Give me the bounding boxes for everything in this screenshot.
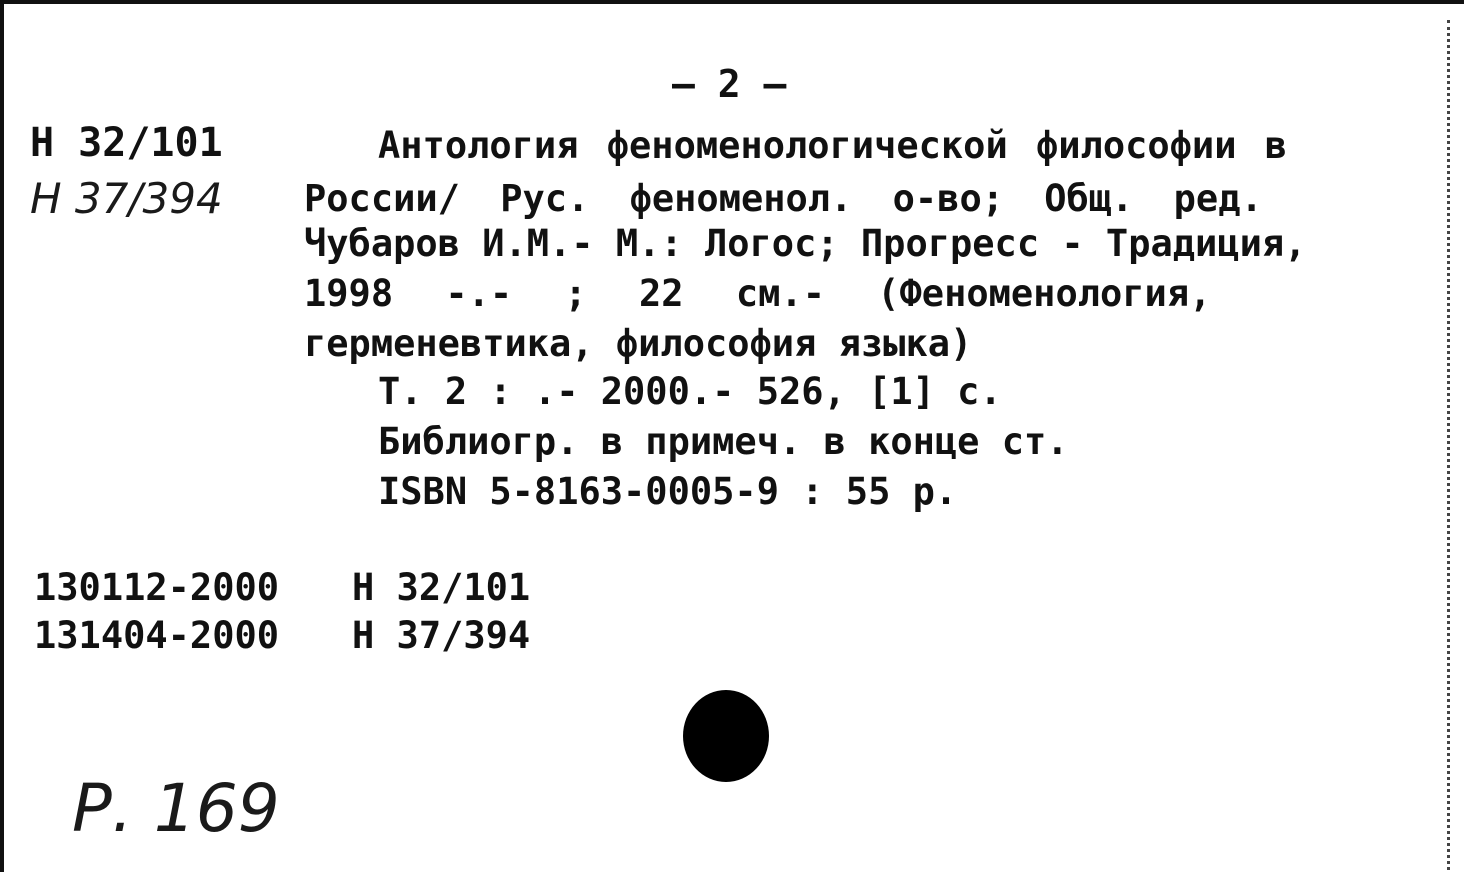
volume-line: Т. 2 : .- 2000.- 526, [1] с. <box>378 370 1002 413</box>
description-line-2: России/ Рус. феноменол. о-во; Общ. ред. <box>304 177 1263 220</box>
inventory-number: 131404-2000 <box>34 614 280 657</box>
card-left-edge <box>0 0 4 872</box>
shelfmark-typed: Н 32/101 <box>30 120 223 166</box>
description-line-3: Чубаров И.М.- М.: Логос; Прогресс - Традиция, <box>304 222 1307 265</box>
page-number: – 2 – <box>672 62 787 106</box>
inventory-shelfmark: Н 37/394 <box>352 614 531 657</box>
bibliography-note: Библиогр. в примеч. в конце ст. <box>378 420 1069 463</box>
description-line-5: герменевтика, философия языка) <box>304 322 973 365</box>
card-top-edge <box>0 0 1464 4</box>
description-line-4: 1998 -.- ; 22 см.- (Феноменология, <box>304 272 1212 315</box>
inventory-shelfmark: Н 32/101 <box>352 566 531 609</box>
isbn-line: ISBN 5-8163-0005-9 : 55 р. <box>378 470 958 513</box>
shelfmark-handwritten: Н 37/394 <box>30 174 223 223</box>
description-line-1: Антология феноменологической философии в <box>378 124 1288 167</box>
inventory-number: 130112-2000 <box>34 566 280 609</box>
card-perforation-edge <box>1447 20 1450 870</box>
punch-hole <box>683 690 769 782</box>
handwritten-note: Р. 169 <box>72 770 280 847</box>
